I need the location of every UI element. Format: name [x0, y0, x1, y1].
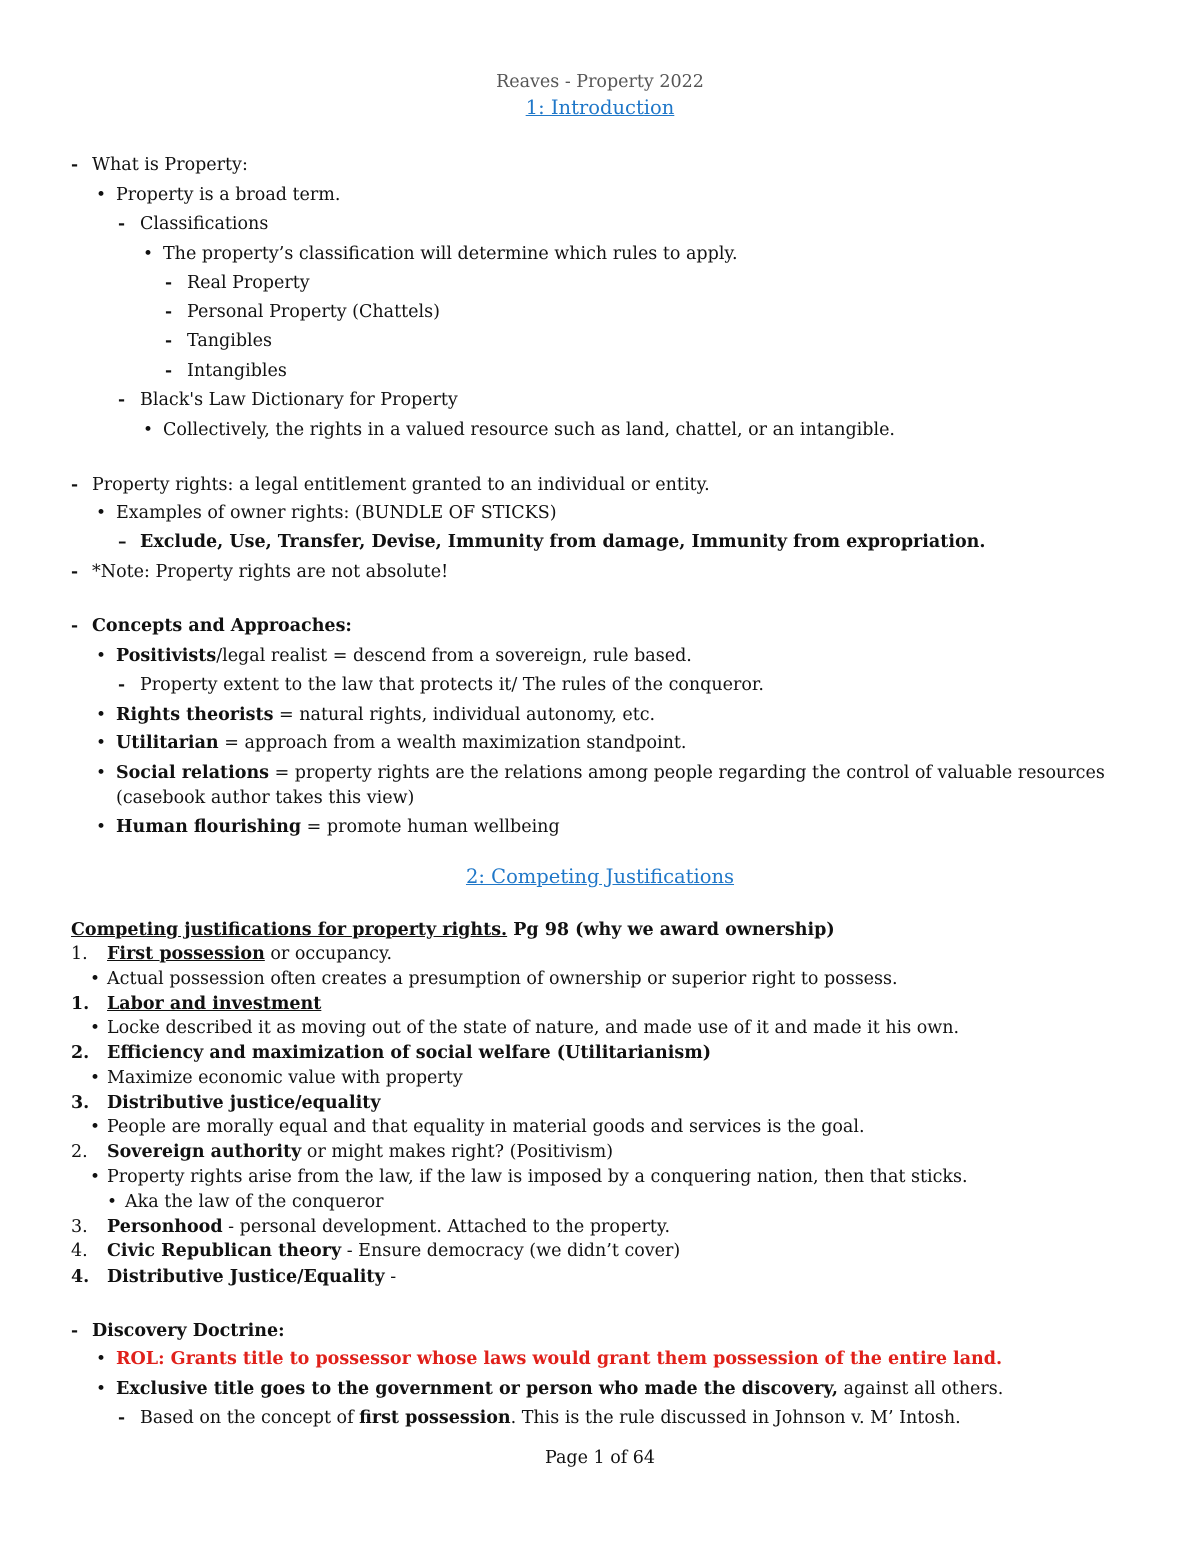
justification-item-text: Distributive justice/equality [107, 1093, 381, 1113]
dash-marker: - [118, 675, 126, 695]
what-is-property: What is Property: [92, 155, 248, 175]
bullet-marker: • [96, 185, 107, 205]
justification-item: 4. [71, 1241, 88, 1261]
sovereign-sub-2: Aka the law of the conqueror [125, 1192, 384, 1212]
bullet-marker: • [107, 1192, 118, 1212]
dash-marker: – [118, 532, 127, 552]
justification-item-text: Efficiency and maximization of social welfare (Utilitarianism) [107, 1043, 711, 1063]
rights-theorists: Rights theorists = natural rights, individual autonomy, etc. [116, 705, 656, 725]
bullet-marker: • [96, 763, 107, 783]
justification-item-text: Labor and investment [107, 994, 322, 1014]
justification-item-text: Civic Republican theory - Ensure democracy (we didn’t cover) [107, 1241, 681, 1261]
section-1-title: 1: Introduction [525, 96, 675, 119]
justification-item-text: Sovereign authority or might makes right? (Positivism) [107, 1142, 614, 1162]
human-flourishing: Human flourishing = promote human wellbeing [116, 817, 560, 837]
justification-item: 2. [71, 1043, 90, 1063]
dash-marker: - [71, 1321, 79, 1341]
dash-marker: - [165, 302, 173, 322]
bullet-marker: • [143, 420, 154, 440]
class-item: Personal Property (Chattels) [187, 302, 440, 322]
justification-item-text: Personhood - personal development. Attached to the property. [107, 1217, 671, 1237]
dash-marker: - [71, 562, 79, 582]
property-rights: Property rights: a legal entitlement granted to an individual or entity. [92, 475, 710, 495]
social-relations: Social relations = property rights are the relations among people regarding the control of valuable resources [116, 763, 1105, 783]
dash-marker: - [165, 273, 173, 293]
bullet-marker: • [90, 1117, 101, 1137]
bullet-marker: • [90, 1167, 101, 1187]
bullet-marker: • [96, 646, 107, 666]
dash-marker: - [71, 475, 79, 495]
bullet-marker: • [96, 503, 107, 523]
broad-term: Property is a broad term. [116, 185, 341, 205]
dash-marker: - [165, 331, 173, 351]
section-2-title: 2: Competing Justifications [465, 865, 735, 888]
running-header: Reaves - Property 2022 [496, 72, 704, 92]
justification-item: 1. [71, 994, 90, 1014]
first-possession-basis: Based on the concept of first possession. This is the rule discussed in Johnson v. M’ Intosh. [140, 1408, 961, 1428]
blacks-law-definition: Collectively, the rights in a valued resource such as land, chattel, or an intangible. [163, 420, 895, 440]
page-number: Page 1 of 64 [544, 1448, 656, 1468]
class-item: Tangibles [187, 331, 272, 351]
owner-rights-examples: Examples of owner rights: (BUNDLE OF STICKS) [116, 503, 557, 523]
justifications-intro: Competing justifications for property rights. Pg 98 (why we award ownership) [71, 920, 835, 940]
dash-marker: - [71, 155, 79, 175]
labor-sub: Locke described it as moving out of the state of nature, and made use of it and made it his own. [107, 1018, 960, 1038]
rule-of-law: ROL: Grants title to possessor whose laws would grant them possession of the entire land. [116, 1349, 1003, 1369]
dash-marker: - [118, 214, 126, 234]
bullet-marker: • [143, 244, 154, 264]
blacks-law: Black's Law Dictionary for Property [140, 390, 458, 410]
social-relations-cont: (casebook author takes this view) [116, 788, 415, 808]
justification-item: 3. [71, 1217, 88, 1237]
class-item: Real Property [187, 273, 310, 293]
bullet-marker: • [90, 1018, 101, 1038]
bullet-marker: • [96, 1379, 107, 1399]
bullet-marker: • [96, 817, 107, 837]
dash-marker: - [118, 1408, 126, 1428]
note-not-absolute: *Note: Property rights are not absolute! [92, 562, 449, 582]
justification-item-text: First possession or occupancy. [107, 944, 393, 964]
positivists: Positivists/legal realist = descend from a sovereign, rule based. [116, 646, 692, 666]
concepts-title: Concepts and Approaches: [92, 616, 352, 636]
bullet-marker: • [96, 705, 107, 725]
class-item: Intangibles [187, 361, 287, 381]
dash-marker: - [118, 390, 126, 410]
first-possession-sub: Actual possession often creates a presumption of ownership or superior right to possess. [107, 969, 898, 989]
distributive-sub: People are morally equal and that equality in material goods and services is the goal. [107, 1117, 865, 1137]
justification-item-text: Distributive Justice/Equality - [107, 1267, 397, 1287]
sovereign-sub: Property rights arise from the law, if the law is imposed by a conquering nation, then that sticks. [107, 1167, 968, 1187]
bullet-marker: • [90, 969, 101, 989]
justification-item: 4. [71, 1267, 90, 1287]
justification-item: 2. [71, 1142, 88, 1162]
utilitarian: Utilitarian = approach from a wealth maximization standpoint. [116, 733, 687, 753]
discovery-doctrine-title: Discovery Doctrine: [92, 1321, 285, 1341]
bullet-marker: • [90, 1068, 101, 1088]
efficiency-sub: Maximize economic value with property [107, 1068, 463, 1088]
classifications: Classifications [140, 214, 269, 234]
justification-item: 3. [71, 1093, 90, 1113]
classification-note: The property’s classification will determine which rules to apply. [163, 244, 738, 264]
bullet-marker: • [96, 1349, 107, 1369]
bundle-of-sticks: Exclude, Use, Transfer, Devise, Immunity from damage, Immunity from expropriation. [140, 532, 986, 552]
dash-marker: - [71, 616, 79, 636]
dash-marker: - [165, 361, 173, 381]
exclusive-title: Exclusive title goes to the government or person who made the discovery, against all others. [116, 1379, 1004, 1399]
positivists-sub: Property extent to the law that protects it/ The rules of the conqueror. [140, 675, 764, 695]
bullet-marker: • [96, 733, 107, 753]
justification-item: 1. [71, 944, 88, 964]
